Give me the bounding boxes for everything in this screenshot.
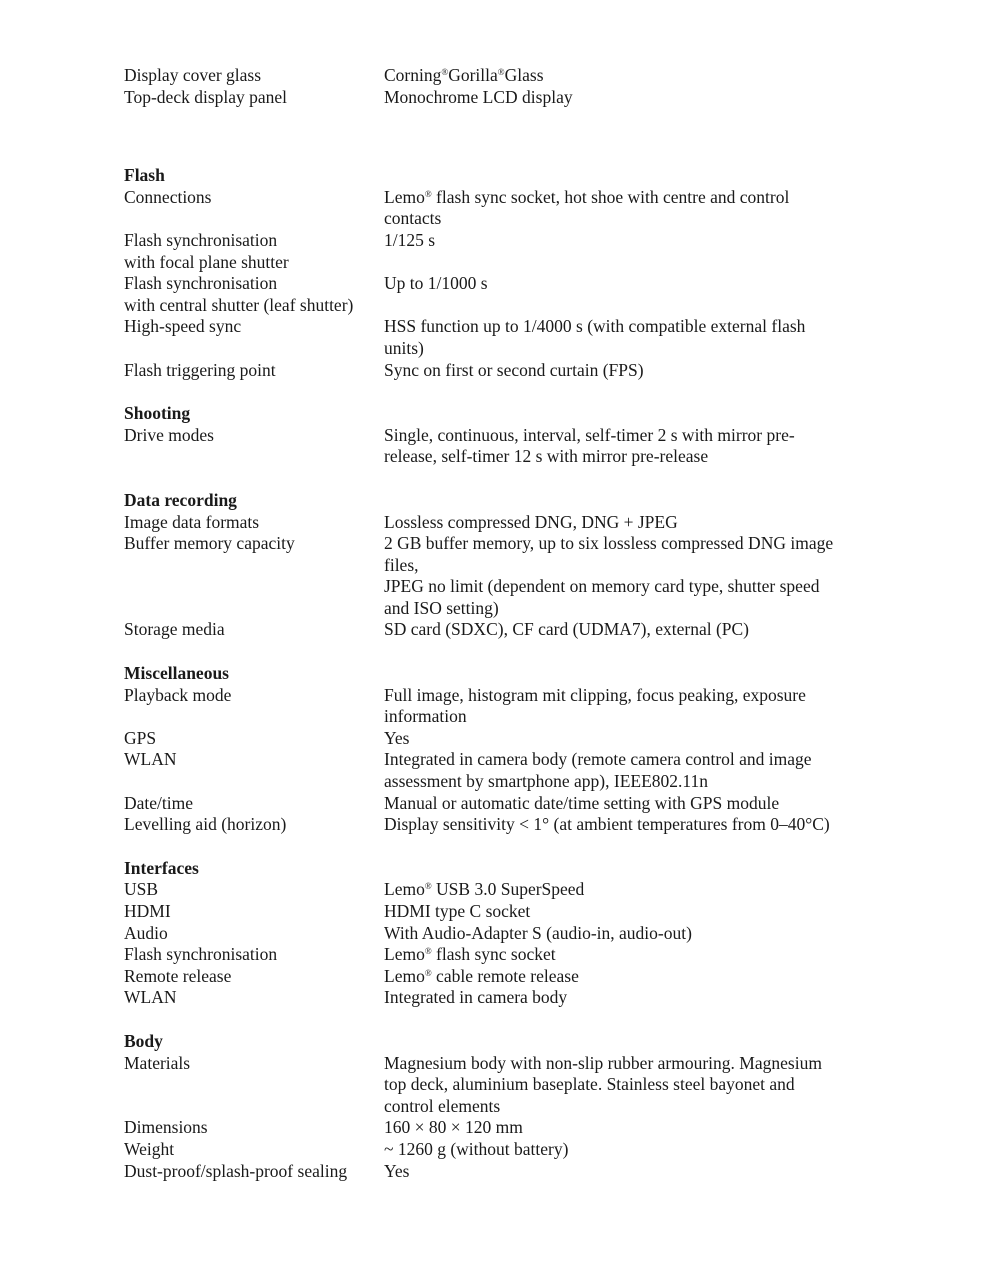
- spec-value: Magnesium body with non-slip rubber armouring. Magnesium top deck, aluminium baseplate. Stainless steel bayonet and control elements: [384, 1052, 822, 1116]
- spec-row: [124, 923, 884, 945]
- spec-label: Audio: [124, 922, 168, 943]
- spec-label: WLAN: [124, 749, 177, 770]
- spec-value: SD card (SDXC), CF card (UDMA7), external (PC): [384, 619, 750, 640]
- shooting-section: [124, 403, 884, 468]
- section-heading: Shooting: [124, 403, 191, 424]
- spec-label: Drive modes: [124, 424, 214, 445]
- spec-row: [124, 230, 884, 273]
- spec-row: [124, 273, 884, 316]
- spec-value: Monochrome LCD display: [384, 86, 573, 107]
- spec-row: [124, 512, 884, 534]
- spec-value: Lossless compressed DNG, DNG + JPEG: [384, 511, 678, 532]
- spec-label: Buffer memory capacity: [124, 533, 295, 554]
- spec-row: [124, 360, 884, 382]
- spec-value: Sync on first or second curtain (FPS): [384, 359, 644, 380]
- spec-label: Playback mode: [124, 684, 232, 705]
- spec-value: 2 GB buffer memory, up to six lossless compressed DNG image files, JPEG no limit (dependent on memory card type, shutter speed and ISO setting): [384, 533, 834, 618]
- spec-row: [124, 749, 884, 792]
- spec-value: Up to 1/1000 s: [384, 273, 488, 294]
- spec-label: Flash synchronisation with focal plane shutter: [124, 229, 289, 272]
- data-recording-section: [124, 490, 884, 641]
- spec-row: [124, 966, 884, 988]
- spec-row: [124, 728, 884, 750]
- miscellaneous-section: [124, 663, 884, 836]
- spec-row: [124, 685, 884, 728]
- spec-row: [124, 619, 884, 641]
- spec-value: ~ 1260 g (without battery): [384, 1138, 569, 1159]
- spec-row: [124, 944, 884, 966]
- spec-value: Display sensitivity < 1° (at ambient temperatures from 0–40°C): [384, 814, 830, 835]
- spec-row: [124, 1117, 884, 1139]
- spec-row: [124, 533, 884, 619]
- spec-value: Full image, histogram mit clipping, focus peaking, exposure information: [384, 684, 806, 727]
- spec-value: Integrated in camera body (remote camera control and image assessment by smartphone app), IEEE802.11n: [384, 749, 812, 792]
- spec-label: Dust-proof/splash-proof sealing: [124, 1160, 348, 1181]
- spec-document: [124, 65, 884, 1182]
- spec-label: Image data formats: [124, 511, 260, 532]
- spec-label: Date/time: [124, 792, 194, 813]
- spec-label: Connections: [124, 186, 212, 207]
- spec-value: Yes: [384, 727, 410, 748]
- spec-value: Corning®Gorilla®Glass: [384, 65, 544, 85]
- spec-label: GPS: [124, 727, 157, 748]
- spec-value: Integrated in camera body: [384, 987, 568, 1008]
- spec-value: Yes: [384, 1160, 410, 1181]
- spec-label: Display cover glass: [124, 65, 262, 85]
- spec-label: Materials: [124, 1052, 191, 1073]
- section-heading: Interfaces: [124, 857, 199, 878]
- spec-label: Weight: [124, 1138, 175, 1159]
- spec-value: 1/125 s: [384, 229, 436, 250]
- spec-row: [124, 1139, 884, 1161]
- flash-section: [124, 165, 884, 381]
- spec-row: [124, 793, 884, 815]
- spec-value: Single, continuous, interval, self-timer 2 s with mirror pre- release, self-timer 12 s with mirror pre-release: [384, 424, 795, 467]
- spec-label: Flash synchronisation with central shutter (leaf shutter): [124, 273, 354, 315]
- spec-value: Lemo® flash sync socket: [384, 944, 556, 965]
- spec-label: High-speed sync: [124, 316, 242, 337]
- spec-row: [124, 87, 884, 109]
- section-heading: Body: [124, 1030, 163, 1051]
- spec-label: HDMI: [124, 901, 171, 921]
- spec-value: With Audio-Adapter S (audio-in, audio-out): [384, 922, 692, 943]
- spec-row: [124, 1053, 884, 1118]
- spec-value: Manual or automatic date/time setting with GPS module: [384, 792, 780, 813]
- spec-value: HSS function up to 1/4000 s (with compatible external flash units): [384, 316, 806, 358]
- spec-row: [124, 187, 884, 230]
- spec-label: Remote release: [124, 965, 232, 986]
- spec-row: [124, 65, 884, 87]
- spec-value: Lemo® flash sync socket, hot shoe with centre and control contacts: [384, 186, 790, 229]
- section-heading: Flash: [124, 165, 165, 186]
- spec-row: [124, 425, 884, 468]
- spec-label: USB: [124, 879, 159, 900]
- section-heading: Miscellaneous: [124, 663, 229, 684]
- spec-row: [124, 987, 884, 1009]
- spec-value: Lemo® cable remote release: [384, 965, 579, 986]
- spec-value: 160 × 80 × 120 mm: [384, 1117, 523, 1138]
- spec-label: Top-deck display panel: [124, 86, 288, 107]
- spec-row: [124, 316, 884, 359]
- interfaces-section: [124, 858, 884, 1009]
- spec-label: Flash triggering point: [124, 359, 276, 380]
- spec-row: [124, 814, 884, 836]
- spec-row: [124, 879, 884, 901]
- spec-label: Storage media: [124, 619, 225, 640]
- body-section: [124, 1031, 884, 1182]
- section-heading: Data recording: [124, 489, 237, 510]
- intro-section: [124, 65, 884, 108]
- spec-label: Flash synchronisation: [124, 944, 278, 965]
- spec-row: [124, 1161, 884, 1183]
- spec-value: Lemo® USB 3.0 SuperSpeed: [384, 879, 585, 900]
- spec-label: Levelling aid (horizon): [124, 814, 287, 835]
- spec-label: Dimensions: [124, 1117, 208, 1138]
- spec-row: [124, 901, 884, 923]
- spec-value: HDMI type C socket: [384, 901, 531, 921]
- spec-label: WLAN: [124, 987, 177, 1008]
